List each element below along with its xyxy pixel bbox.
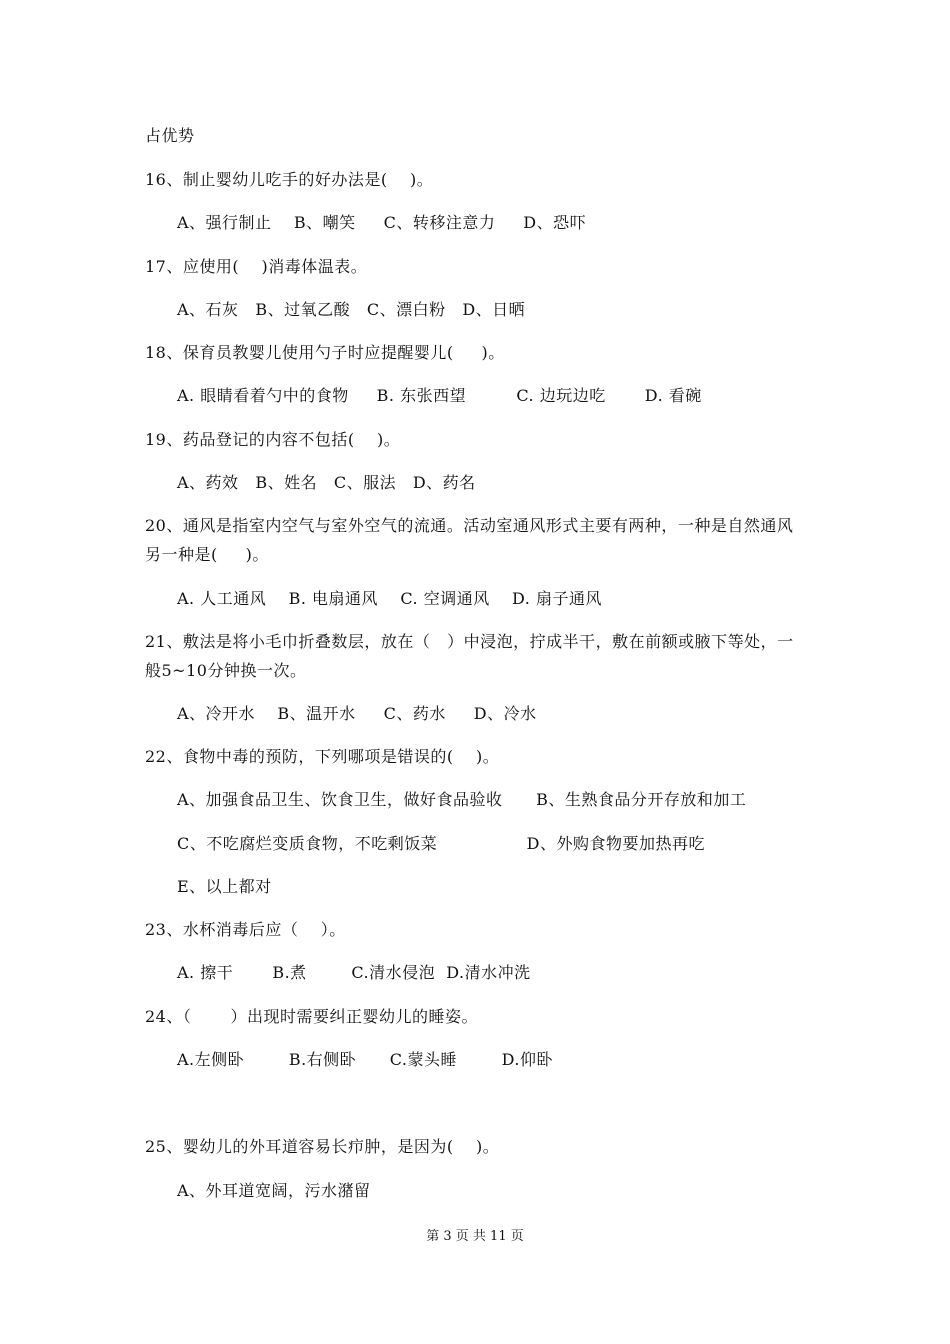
options-25: A、外耳道宽阔，污水潴留 bbox=[177, 1181, 371, 1200]
options-18: A. 眼睛看着勺中的食物 B. 东张西望 C. 边玩边吃 D. 看碗 bbox=[177, 386, 702, 405]
continuation-text: 占优势 bbox=[145, 126, 195, 145]
question-21-cont: 般5~10分钟换一次。 bbox=[145, 661, 307, 680]
options-19: A、药效 B、姓名 C、服法 D、药名 bbox=[177, 473, 476, 492]
question-23: 23、水杯消毒后应（ ）。 bbox=[145, 920, 346, 939]
question-19: 19、药品登记的内容不包括( )。 bbox=[145, 430, 401, 449]
page-footer bbox=[0, 1228, 950, 1246]
options-22-e: E、以上都对 bbox=[177, 877, 272, 896]
question-21: 21、敷法是将小毛巾折叠数层，放在（ ）中浸泡，拧成半干，敷在前额或腋下等处，一 bbox=[145, 632, 794, 651]
options-24: A.左侧卧 B.右侧卧 C.蒙头睡 D.仰卧 bbox=[177, 1050, 553, 1069]
question-24: 24、（ ）出现时需要纠正婴幼儿的睡姿。 bbox=[145, 1007, 478, 1026]
options-22-ab: A、加强食品卫生、饮食卫生，做好食品验收 B、生熟食品分开存放和加工 bbox=[177, 790, 747, 809]
options-21: A、冷开水 B、温开水 C、药水 D、冷水 bbox=[177, 704, 537, 723]
options-17: A、石灰 B、过氧乙酸 C、漂白粉 D、日晒 bbox=[177, 300, 526, 319]
question-16: 16、制止婴幼儿吃手的好办法是( )。 bbox=[145, 170, 434, 189]
options-20: A. 人工通风 B. 电扇通风 C. 空调通风 D. 扇子通风 bbox=[177, 589, 602, 608]
options-23: A. 擦干 B.煮 C.清水侵泡 D.清水冲洗 bbox=[177, 963, 531, 982]
question-18: 18、保育员教婴儿使用勺子时应提醒婴儿( )。 bbox=[145, 343, 505, 362]
question-20: 20、通风是指室内空气与室外空气的流通。活动室通风形式主要有两种，一种是自然通风 bbox=[145, 516, 794, 535]
question-22: 22、食物中毒的预防，下列哪项是错误的( )。 bbox=[145, 747, 500, 766]
options-22-cd: C、不吃腐烂变质食物，不吃剩饭菜 D、外购食物要加热再吃 bbox=[177, 834, 705, 853]
options-16: A、强行制止 B、嘲笑 C、转移注意力 D、恐吓 bbox=[177, 213, 587, 232]
question-17: 17、应使用( )消毒体温表。 bbox=[145, 257, 368, 276]
question-25: 25、婴幼儿的外耳道容易长疖肿，是因为( )。 bbox=[145, 1137, 500, 1156]
page-number: 第 3 页 共 11 页 bbox=[426, 1229, 524, 1244]
question-20-cont: 另一种是( )。 bbox=[145, 545, 269, 564]
